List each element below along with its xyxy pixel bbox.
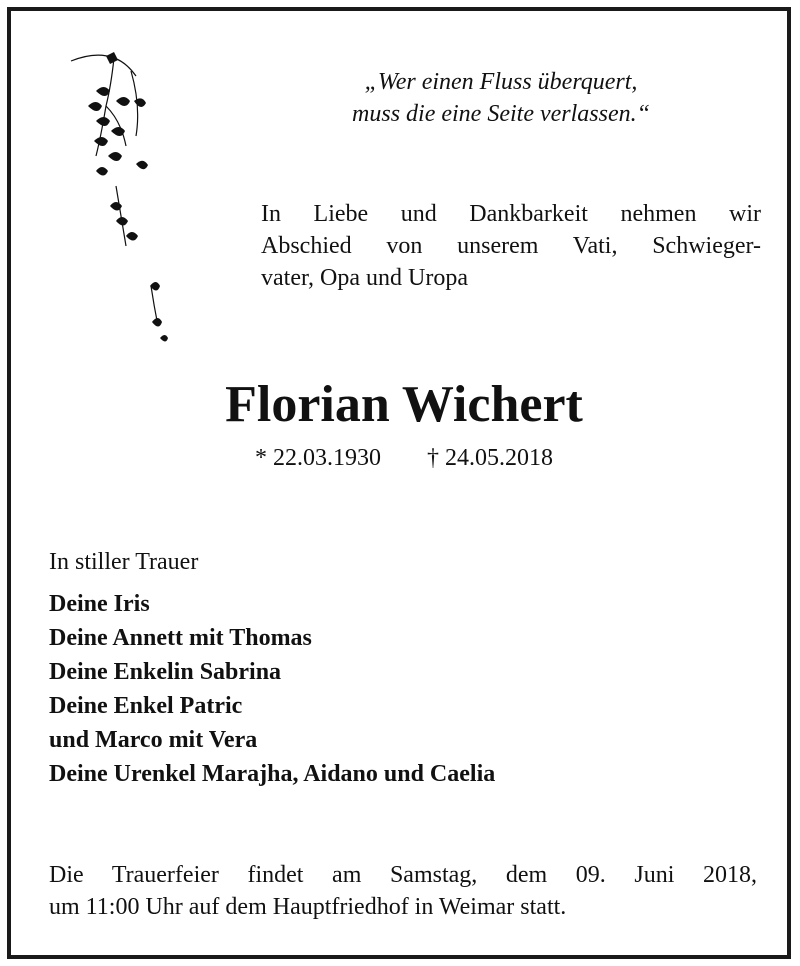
birch-leaf-vine-icon: [66, 46, 186, 366]
mourner-name: Deine Iris: [49, 591, 150, 617]
funeral-notice: [49, 859, 757, 923]
birth-date: * 22.03.1930: [255, 445, 381, 471]
life-dates: [11, 443, 797, 473]
intro-line-3: vater, Opa und Uropa: [261, 265, 468, 291]
intro-text: [261, 198, 761, 294]
death-date: † 24.05.2018: [427, 445, 553, 471]
quote: [271, 66, 731, 130]
mourner-name: Deine Urenkel Marajha, Aidano und Caelia: [49, 761, 496, 787]
funeral-line-1: Die Trauerfeier findet am Samstag, dem 09. Juni 2018,: [49, 862, 757, 888]
quote-line-1: „Wer einen Fluss überquert,: [364, 69, 638, 95]
mourner-name: Deine Enkelin Sabrina: [49, 659, 282, 685]
mourner-name: und Marco mit Vera: [49, 727, 258, 753]
obituary-frame: [7, 7, 791, 959]
intro-line-2: Abschied von unserem Vati, Schwieger-: [261, 233, 761, 259]
mourning-label: In stiller Trauer: [49, 549, 199, 575]
deceased-name: Florian Wichert: [225, 376, 583, 433]
mourners-list: [49, 587, 495, 791]
funeral-line-2: um 11:00 Uhr auf dem Hauptfriedhof in Weimar statt.: [49, 894, 567, 920]
mourner-name: Deine Annett mit Thomas: [49, 625, 312, 651]
quote-line-2: muss die eine Seite verlassen.“: [352, 101, 650, 127]
mourner-name: Deine Enkel Patric: [49, 693, 243, 719]
intro-line-1: In Liebe und Dankbarkeit nehmen wir: [261, 201, 761, 227]
